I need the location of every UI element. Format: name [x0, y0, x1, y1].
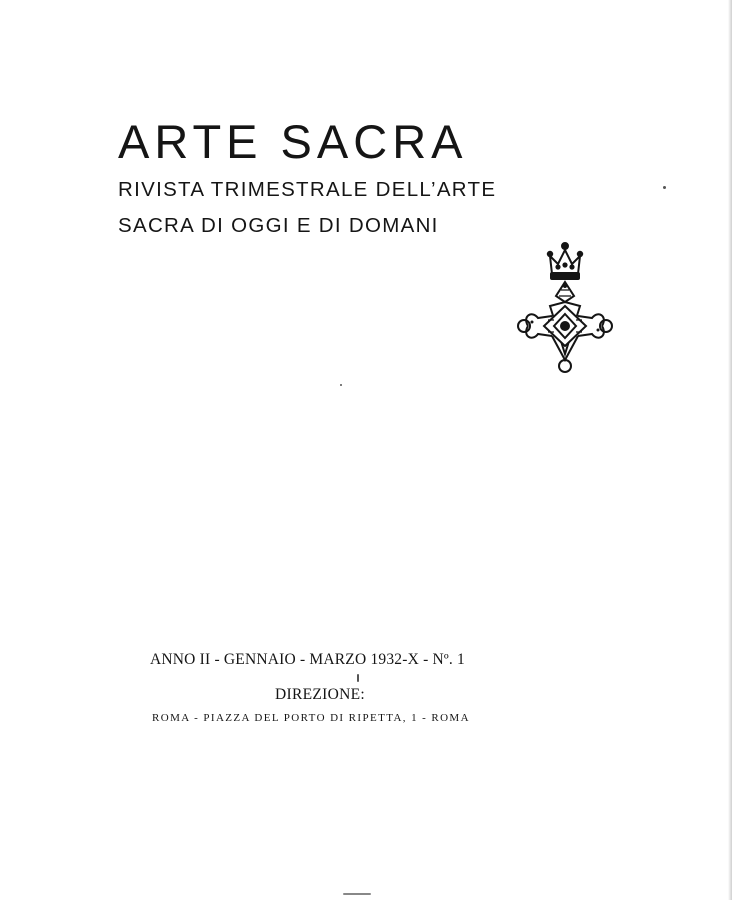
address-line: ROMA - PIAZZA DEL PORTO DI RIPETTA, 1 - ROMA: [152, 712, 470, 724]
subtitle-line-2: SACRA DI OGGI E DI DOMANI: [118, 213, 439, 237]
print-speck: [357, 674, 359, 682]
masthead: [118, 115, 497, 237]
subtitle-line-1: RIVISTA TRIMESTRALE DELL’ARTE: [118, 178, 497, 201]
print-speck: [343, 893, 371, 895]
issue-line: ANNO II - GENNAIO - MARZO 1932-X - Nº. 1: [150, 651, 466, 668]
magazine-title: ARTE SACRA: [118, 115, 468, 168]
crowned-cross-emblem-icon: [512, 236, 618, 382]
print-speck: [663, 186, 666, 189]
print-speck: [340, 384, 342, 386]
page-edge: [728, 0, 732, 900]
direction-label: DIREZIONE:: [275, 686, 365, 703]
